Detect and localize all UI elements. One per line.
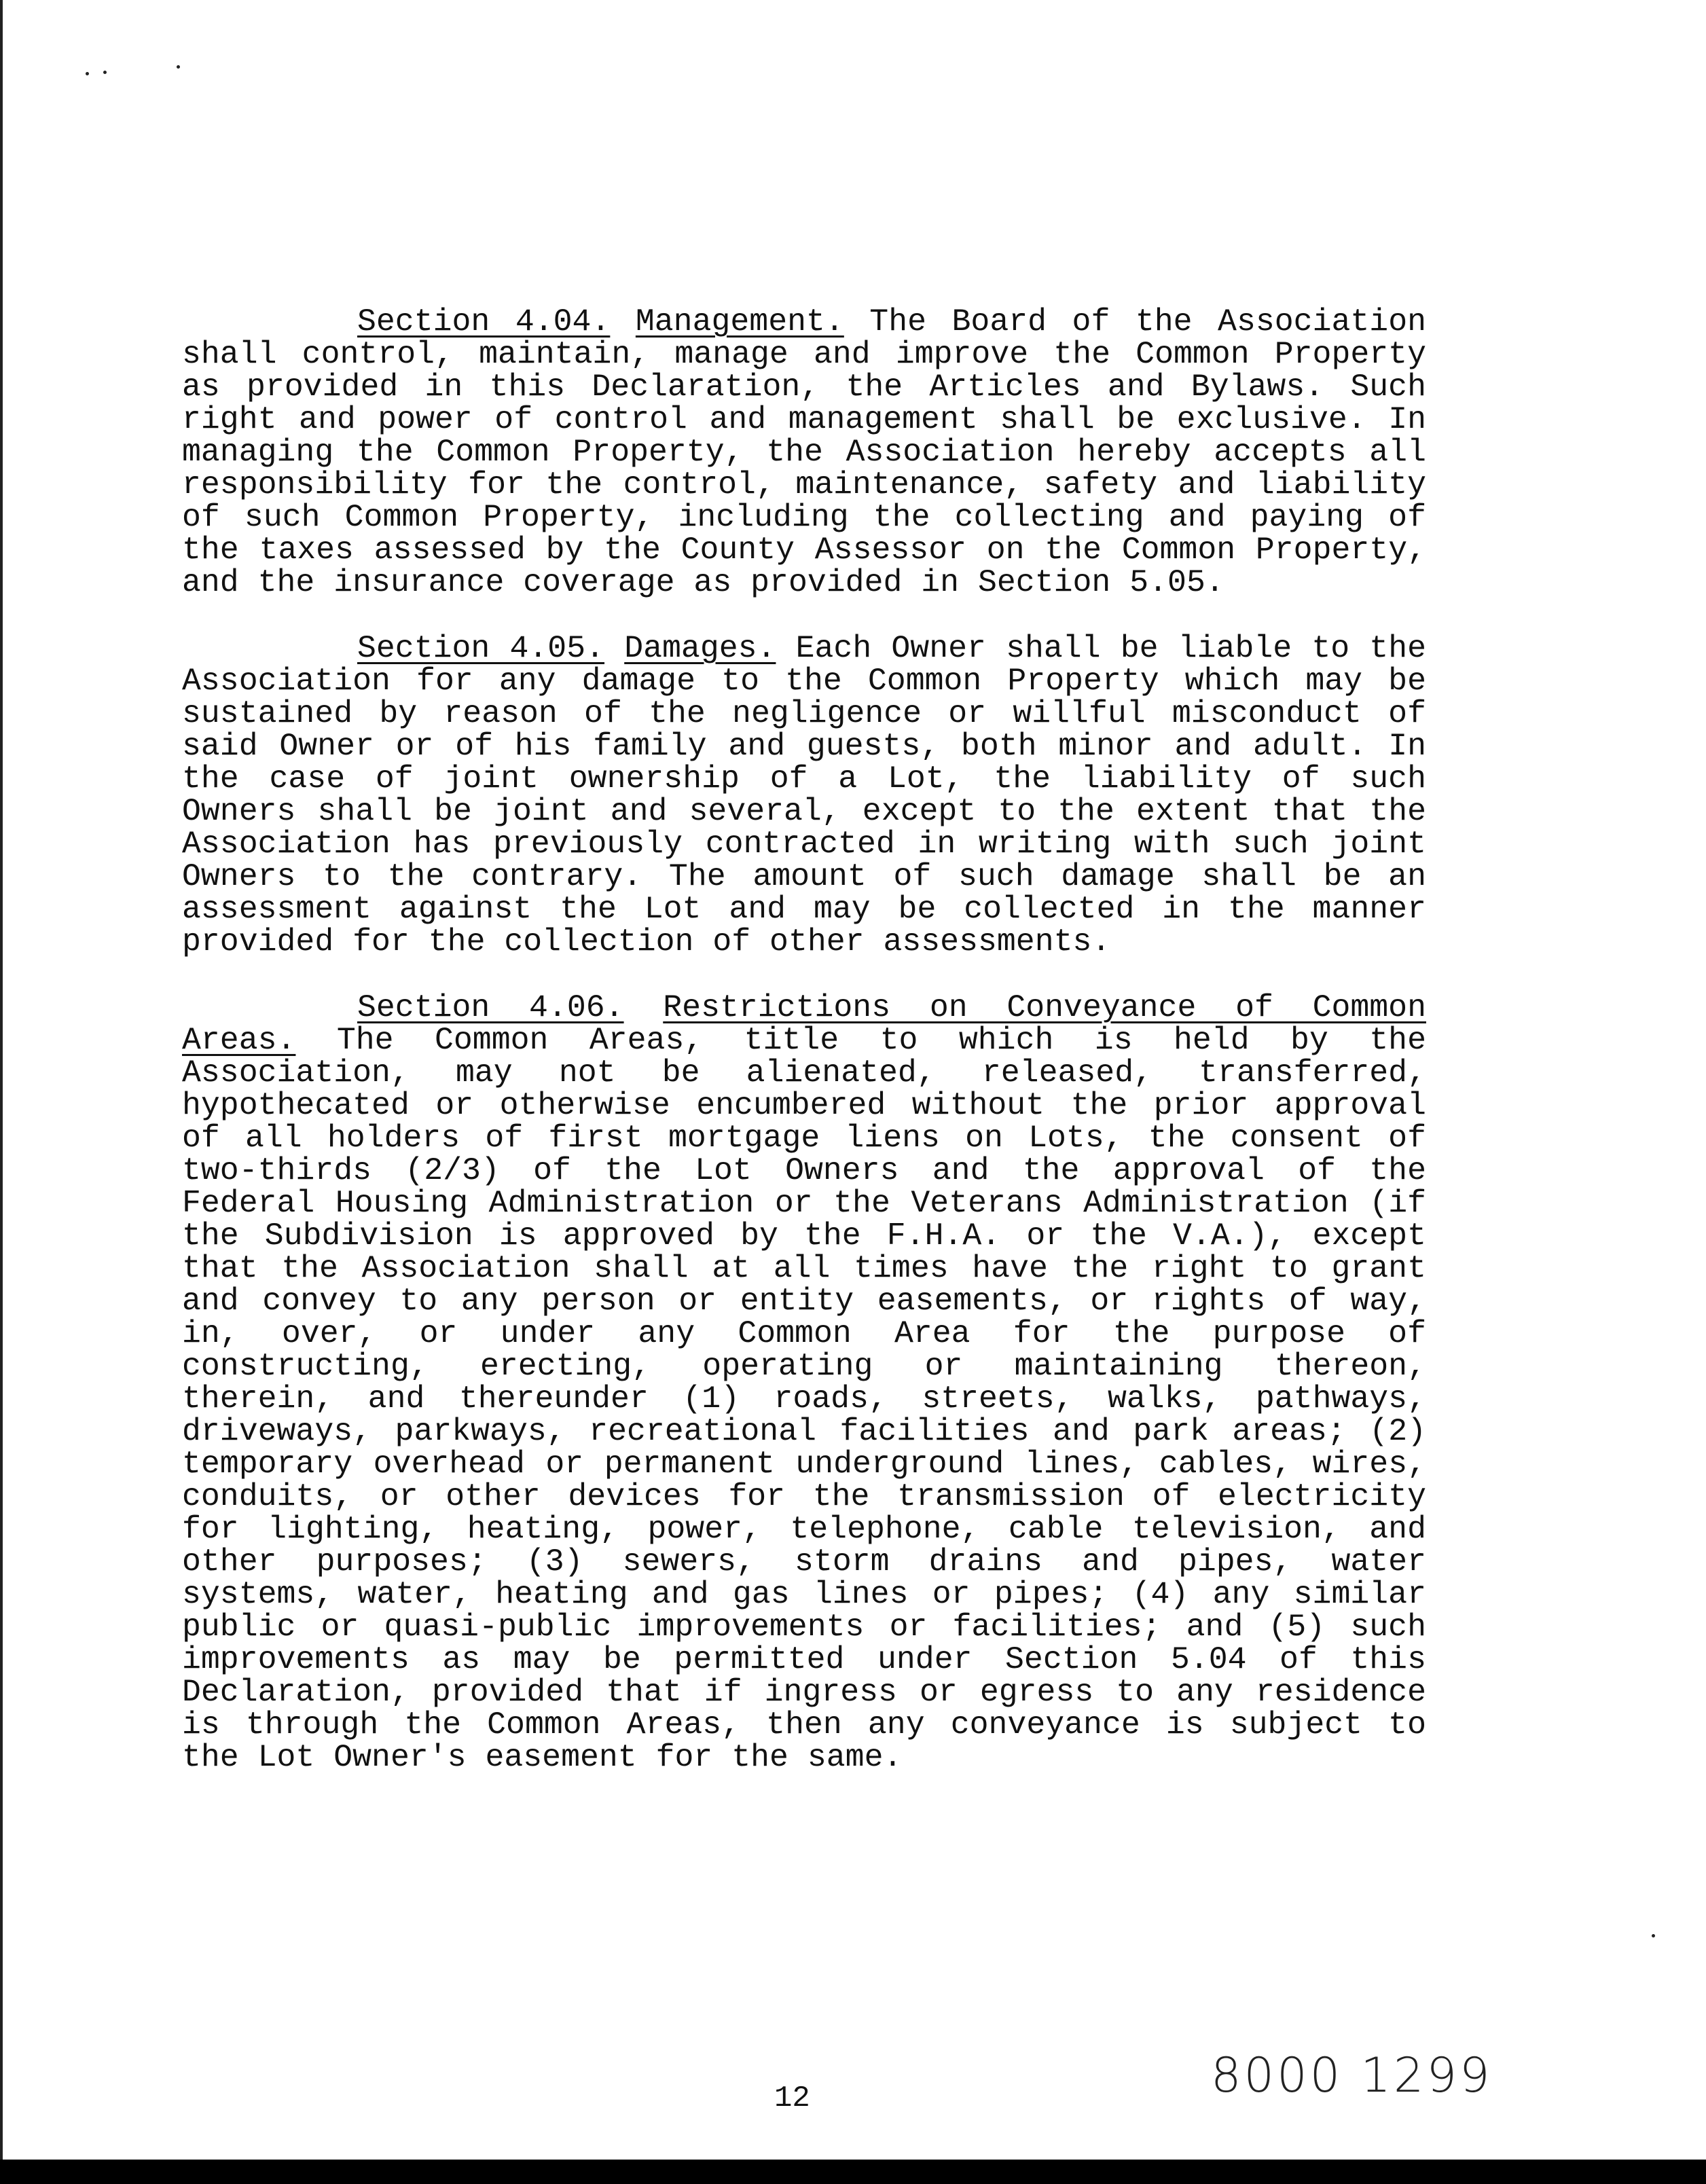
section-body: The Common Areas, title to which is held by the Association, may not be alienated, released, transferred, hypothecated or otherwise encumbered without the prior approval of all holders of first mortgage liens on Lots, the consent of two-thirds (2/3) of the Lot Owners and the approval of the Federal Housing Administration or the Veterans Administration (if the Subdivision is approved by the F.H.A. or the V.A.), except that the Association shall at all times have the right to grant and convey to any person or entity easements, or rights of way, in, over, or under any Common Area for the purpose of constructing, erecting, operating or maintaining thereon, therein, and thereunder (1) roads, streets, walks, pathways, driveways, parkways, recreational facilities and park areas; (2) temporary overhead or permanent underground lines, cables, wires, conduits, or other devices for the transmission of electricity for lighting, heating, power, telephone, cable television, and other purposes; (3) sewers, storm drains and pipes, water systems, water, heating and gas lines or pipes; (4) any similar public or quasi-public improvements or facilities; and (5) such improvements as may be permitted under Section 5.04 of this Declaration, provided that if ingress or egress to any residence is through the Common Areas, then any conveyance is subject to the Lot Owner's easement for the same. — [182, 1022, 1426, 1775]
section-body: The Board of the Association shall control, maintain, manage and improve the Common Property as provided in this Declaration, the Articles and Bylaws. Such right and power of control and management shall be exclusive. In managing the Common Property, the Association hereby accepts all responsibility for the control, maintenance, safety and liability of such Common Property, including the collecting and paying of the taxes assessed by the County Assessor on the Common Property, and the insurance coverage as provided in Section 5.05. — [182, 304, 1427, 600]
scan-speck — [1652, 1934, 1655, 1937]
section-body: Each Owner shall be liable to the Association for any damage to the Common Property which may be sustained by reason of the negligence or willful misconduct of said Owner or of his family and guests, both minor and adult. In the case of joint ownership of a Lot, the liability of such Owners shall be joint and several, except to the extent that the Association has previously contracted in writing with such joint Owners to the contrary. The amount of such damage shall be an assessment against the Lot and may be collected in the manner provided for the collection of other assessments. — [182, 630, 1427, 960]
section-title: Damages. — [624, 630, 776, 666]
section-4-05 — [182, 632, 1426, 958]
scan-speck — [177, 65, 180, 69]
section-4-04 — [182, 306, 1426, 599]
section-title: Restrictions on Conveyance of Common Areas. — [182, 989, 1426, 1058]
scan-speck — [103, 71, 107, 74]
document-id: 8000 1299 — [1211, 2047, 1493, 2103]
scan-edge-bottom — [0, 2160, 1706, 2184]
section-title: Management. — [635, 304, 844, 340]
section-4-06 — [182, 991, 1426, 1774]
section-number: Section 4.05. — [357, 630, 605, 666]
document-body — [182, 306, 1426, 1774]
section-number: Section 4.06. — [357, 989, 624, 1025]
page-number: 12 — [774, 2081, 810, 2115]
scan-speck — [86, 72, 89, 75]
section-number: Section 4.04. — [357, 304, 611, 340]
scan-edge-left — [0, 0, 3, 2184]
